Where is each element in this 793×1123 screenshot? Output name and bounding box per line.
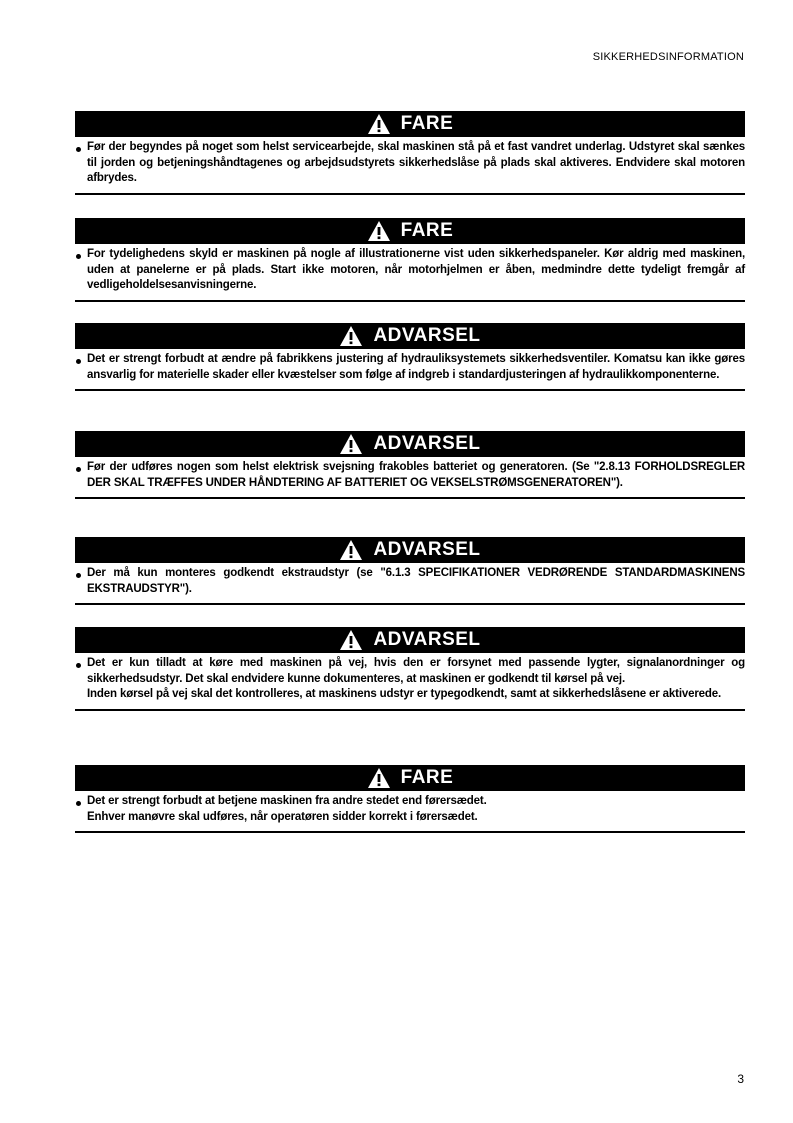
notice-body xyxy=(75,244,745,294)
notice-header-bar xyxy=(75,627,745,653)
safety-notice-fare xyxy=(75,765,745,833)
notice-text: For tydelighedens skyld er maskinen på nogle af illustrationerne vist uden sikkerhedspaneler. Kør aldrig med maskinen, uden at panelerne er på plads. Start ikke motoren, når motorhjelmen er åben, medmindre dette tydeligt fremgår af vedligeholdelsesanvisningerne. xyxy=(87,248,745,291)
warning-triangle-icon xyxy=(367,767,391,789)
notice-body xyxy=(75,563,745,597)
notice-header-bar xyxy=(75,111,745,137)
notice-body xyxy=(75,349,745,383)
safety-notice-fare xyxy=(75,218,745,302)
notice-label: ADVARSEL xyxy=(373,433,481,454)
safety-notice-advarsel xyxy=(75,537,745,605)
notice-header-bar xyxy=(75,537,745,563)
notice-label: ADVARSEL xyxy=(373,325,481,346)
page-number: 3 xyxy=(737,1072,744,1086)
notice-text: Der må kun monteres godkendt ekstraudstyr (se "6.1.3 SPECIFIKATIONER VEDRØRENDE STANDARDMASKINENS EKSTRAUDSTYR"). xyxy=(87,567,745,595)
notice-body xyxy=(75,137,745,187)
warning-triangle-icon xyxy=(339,539,363,561)
notice-label: ADVARSEL xyxy=(373,629,481,650)
notice-body xyxy=(75,457,745,491)
warning-triangle-icon xyxy=(339,629,363,651)
warning-triangle-icon xyxy=(339,433,363,455)
notice-label: FARE xyxy=(400,113,454,134)
notice-text: Det er kun tilladt at køre med maskinen på vej, hvis den er forsynet med passende lygter, signalanordninger og sikkerhedsudstyr. Det skal endvidere kunne dokumenteres, at maskinen er godkendt til kørsel på vej. xyxy=(87,657,745,685)
notice-text: Enhver manøvre skal udføres, når operatøren sidder korrekt i førersædet. xyxy=(87,810,478,823)
safety-notice-advarsel xyxy=(75,627,745,711)
notice-body xyxy=(75,791,745,825)
warning-triangle-icon xyxy=(367,113,391,135)
notice-text: Det er strengt forbudt at betjene maskinen fra andre stedet end førersædet. xyxy=(87,795,487,807)
notice-header-bar xyxy=(75,431,745,457)
safety-notice-fare xyxy=(75,111,745,195)
safety-notice-advarsel xyxy=(75,431,745,499)
notice-header-bar xyxy=(75,765,745,791)
warning-triangle-icon xyxy=(339,325,363,347)
notice-text: Inden kørsel på vej skal det kontrolleres, at maskinens udstyr er typegodkendt, samt at sikkerhedslåsene er aktiverede. xyxy=(87,688,722,700)
notice-label: FARE xyxy=(400,767,454,788)
notice-header-bar xyxy=(75,218,745,244)
running-header: SIKKERHEDSINFORMATION xyxy=(592,51,744,63)
notice-label: ADVARSEL xyxy=(373,539,481,560)
notice-header-bar xyxy=(75,323,745,349)
notice-text: Før der begyndes på noget som helst servicearbejde, skal maskinen stå på et fast vandret underlag. Udstyret skal sænkes til jorden og betjeningshåndtagenes og arbejdsudstyrets sikkerhedslåse på plads skal aktiveres. Endvidere skal motoren afbrydes. xyxy=(87,141,745,184)
notice-text: Det er strengt forbudt at ændre på fabrikkens justering af hydrauliksystemets sikkerhedsventiler. Komatsu kan ikke gøres ansvarlig for materielle skader eller kvæstelser som følge af indgreb i standardjusteringen af hydraulikkomponenterne. xyxy=(87,353,745,381)
warning-triangle-icon xyxy=(367,220,391,242)
notice-label: FARE xyxy=(400,220,454,241)
notice-text: Før der udføres nogen som helst elektrisk svejsning frakobles batteriet og generatoren. (Se "2.8.13 FORHOLDSREGLER DER SKAL TRÆFFES UNDER HÅNDTERING AF BATTERIET OG VEKSELSTRØMSGENERATOREN"). xyxy=(87,461,745,489)
safety-notice-advarsel xyxy=(75,323,745,391)
notice-body xyxy=(75,653,745,703)
